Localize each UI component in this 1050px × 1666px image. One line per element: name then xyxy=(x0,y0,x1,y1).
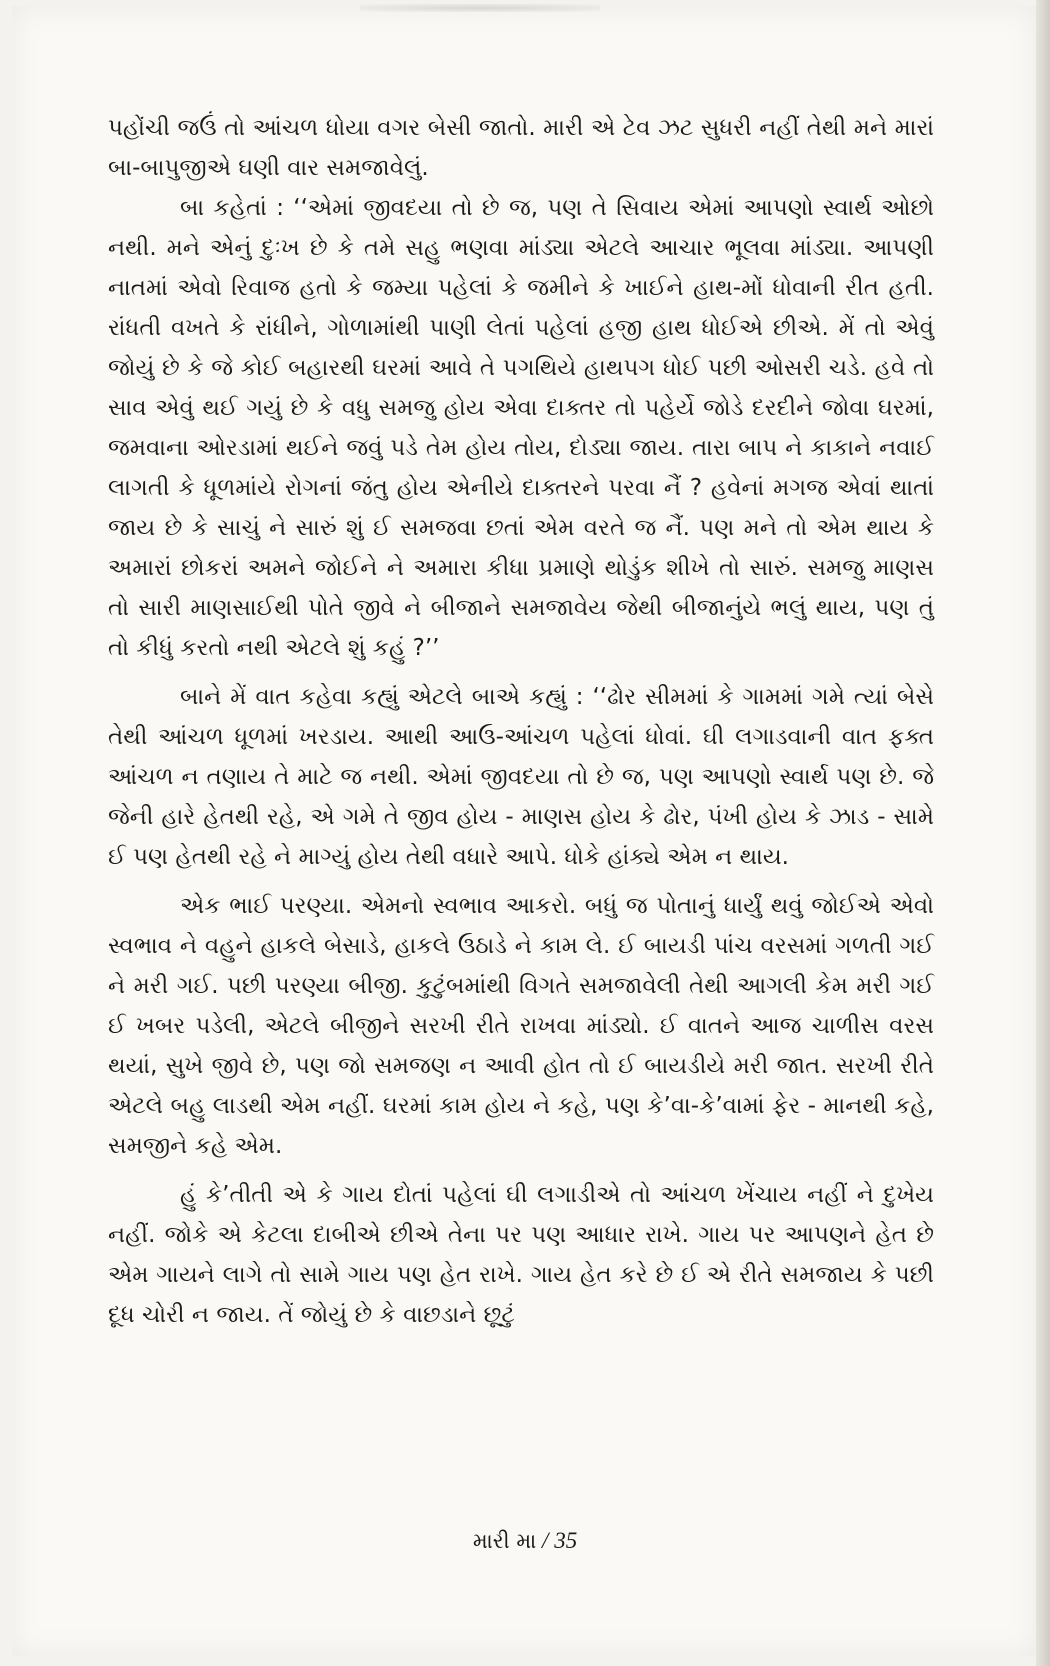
paragraph-1: પહોંચી જઉં તો આંચળ ધોયા વગર બેસી જાતો. મારી એ ટેવ ઝટ સુધરી નહીં તેથી મને મારાં બા-બાપુજીએ ઘણી વાર સમજાવેલું. xyxy=(108,115,934,181)
paragraph-2: બા કહેતાં : ‘‘એમાં જીવદયા તો છે જ, પણ તે સિવાય એમાં આપણો સ્વાર્થ ઓછો નથી. મને એનું દુઃખ છે કે તમે સહુ ભણવા માંડ્યા એટલે આચાર ભૂલવા માંડ્યા. આપણી નાતમાં એવો રિવાજ હતો કે જમ્યા પહેલાં કે જમીને કે ખાઈને હાથ-મોં ધોવાની રીત હતી. રાંધતી વખતે કે રાંધીને, ગોળામાંથી પાણી લેતાં પહેલાં હજી હાથ ધોઈએ છીએ. મેં તો એવું જોયું છે કે જે કોઈ બહારથી ઘરમાં આવે તે પગથિયે હાથપગ ધોઈ પછી ઓસરી ચડે. હવે તો સાવ એવું થઈ ગયું છે કે વધુ સમજુ હોય એવા દાક્તર તો પહેર્યે જોડે દરદીને જોવા ઘરમાં, જમવાના ઓરડામાં થઈને જવું પડે તેમ હોય તોય, દોડ્યા જાય. તારા બાપ ને કાકાને નવાઈ લાગતી કે ધૂળમાંયે રોગનાં જંતુ હોય એનીયે દાક્તરને પરવા નૈં ? હવેનાં મગજ એવાં થાતાં જાય છે કે સાચું ને સારું શું ઈ સમજવા છતાં એમ વરતે જ નૈં. પણ મને તો એમ થાય કે અમારાં છોકરાં અમને જોઈને ને અમારા કીધા પ્રમાણે થોડુંક શીખે તો સારું. સમજુ માણસ તો સારી માણસાઈથી પોતે જીવે ને બીજાને સમજાવેય જેથી બીજાનુંયે ભલું થાય, પણ તું તો કીધું કરતો નથી એટલે શું કહું ?’’ xyxy=(108,195,934,661)
scan-artifact xyxy=(360,4,600,12)
page-edge-shadow xyxy=(1036,0,1050,1666)
page-number: 35 xyxy=(554,1528,578,1553)
book-title: મારી મા xyxy=(472,1529,537,1553)
paragraph-3: બાને મેં વાત કહેવા કહ્યું એટલે બાએ કહ્યું : ‘‘ઢોર સીમમાં કે ગામમાં ગમે ત્યાં બેસે તેથી આંચળ ધૂળમાં ખરડાય. આથી આઉ-આંચળ પહેલાં ધોવાં. ઘી લગાડવાની વાત ફક્ત આંચળ ન તણાય તે માટે જ નથી. એમાં જીવદયા તો છે જ, પણ આપણો સ્વાર્થ પણ છે. જે જેની હારે હેતથી રહે, એ ગમે તે જીવ હોય - માણસ હોય કે ઢોર, પંખી હોય કે ઝાડ - સામે ઈ પણ હેતથી રહે ને માગ્યું હોય તેથી વધારે આપે. ધોકે હાંક્યે એમ ન થાય. xyxy=(108,684,934,870)
body-text xyxy=(108,108,934,1335)
paragraph-5: હું કે’તીતી એ કે ગાય દોતાં પહેલાં ઘી લગાડીએ તો આંચળ ખેંચાય નહીં ને દુખેય નહીં. જોકે એ કેટલા દાબીએ છીએ તેના પર પણ આધાર રાખે. ગાય પર આપણને હેત છે એમ ગાયને લાગે તો સામે ગાય પણ હેત રાખે. ગાય હેત કરે છે ઈ એ રીતે સમજાય કે પછી દૂધ ચોરી ન જાય. તેં જોયું છે કે વાછડાને છૂટું xyxy=(108,1182,934,1328)
footer-separator: / xyxy=(536,1528,555,1553)
page-footer xyxy=(0,1528,1050,1554)
paragraph-4: એક ભાઈ પરણ્યા. એમનો સ્વભાવ આકરો. બધું જ પોતાનું ધાર્યું થવું જોઈએ એવો સ્વભાવ ને વહુને હાકલે બેસાડે, હાકલે ઉઠાડે ને કામ લે. ઈ બાયડી પાંચ વરસમાં ગળતી ગઈ ને મરી ગઈ. પછી પરણ્યા બીજી. કુટુંબમાંથી વિગતે સમજાવેલી તેથી આગલી કેમ મરી ગઈ ઈ ખબર પડેલી, એટલે બીજીને સરખી રીતે રાખવા માંડ્યો. ઈ વાતને આજ ચાળીસ વરસ થયાં, સુખે જીવે છે, પણ જો સમજણ ન આવી હોત તો ઈ બાયડીયે મરી જાત. સરખી રીતે એટલે બહુ લાડથી એમ નહીં. ઘરમાં કામ હોય ને કહે, પણ કે’વા-કે’વામાં ફેર - માનથી કહે, સમજીને કહે એમ. xyxy=(108,893,934,1159)
